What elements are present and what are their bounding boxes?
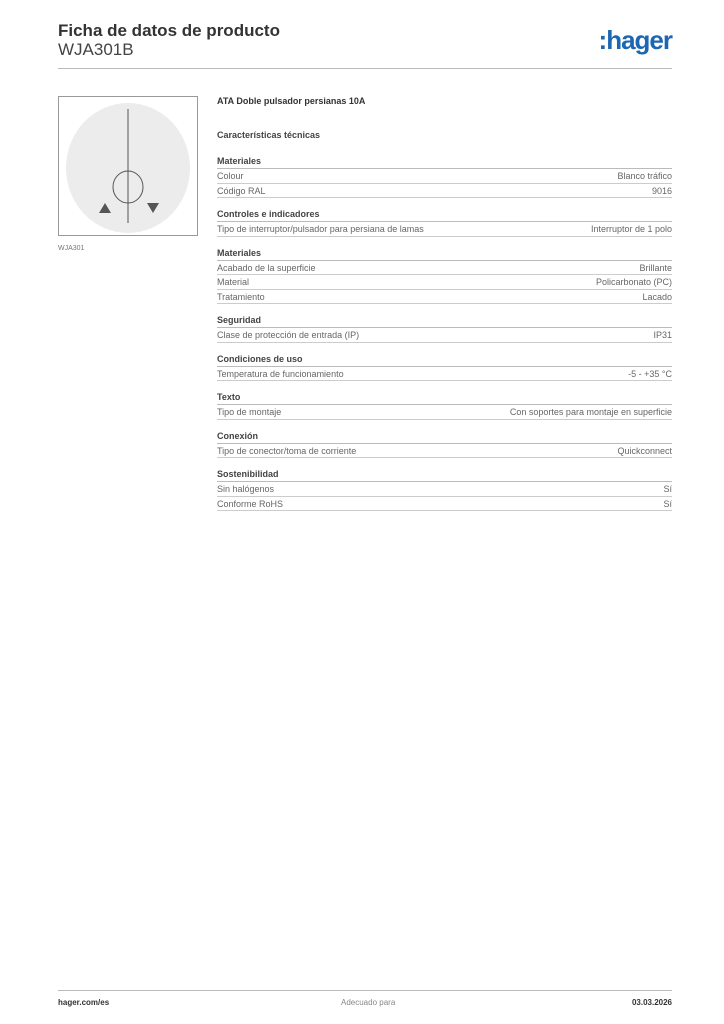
spec-row (217, 184, 672, 199)
product-title: ATA Doble pulsador persianas 10A (217, 96, 366, 106)
spec-row (217, 444, 672, 459)
spec-row (217, 275, 672, 290)
spec-section (217, 353, 672, 382)
spec-label: Sin halógenos (217, 484, 275, 494)
spec-label: Tipo de montaje (217, 407, 282, 417)
spec-section (217, 155, 672, 198)
spec-row (217, 328, 672, 343)
spec-value: IP31 (653, 330, 672, 340)
footer-date: 03.03.2026 (631, 998, 672, 1007)
spec-row (217, 405, 672, 420)
spec-value: Con soportes para montaje en superficie (509, 407, 672, 417)
section-title: Materiales (217, 247, 672, 261)
spec-label: Tipo de conector/toma de corriente (217, 445, 357, 456)
spec-label: Conforme RoHS (217, 498, 284, 509)
spec-value: -5 - +35 °C (628, 368, 672, 379)
spec-value: Quickconnect (617, 445, 672, 456)
spec-row (217, 482, 672, 497)
section-title: Texto (217, 391, 672, 405)
spec-row (217, 222, 672, 237)
spec-row (217, 169, 672, 184)
spec-panel (217, 96, 672, 521)
spec-label: Temperatura de funcionamiento (217, 368, 344, 379)
spec-section (217, 391, 672, 420)
spec-value: Sí (663, 484, 672, 494)
spec-value: Blanco tráfico (617, 171, 672, 181)
page-title: Ficha de datos de producto (58, 21, 280, 40)
spec-label: Código RAL (217, 185, 266, 196)
spec-section (217, 430, 672, 459)
section-title: Conexión (217, 430, 672, 444)
product-image (58, 96, 198, 236)
spec-value: Interruptor de 1 polo (590, 224, 672, 234)
hager-logo: :hager (598, 25, 672, 55)
spec-value: Sí (663, 498, 672, 509)
product-code: WJA301B (58, 40, 134, 59)
spec-section (217, 468, 672, 511)
spec-label: Clase de protección de entrada (IP) (217, 330, 360, 340)
spec-row (217, 290, 672, 305)
section-title: Seguridad (217, 314, 672, 328)
spec-value: Lacado (642, 291, 672, 302)
spec-label: Tipo de interruptor/pulsador para persiana de lamas (217, 224, 424, 234)
spec-section (217, 314, 672, 343)
spec-label: Colour (217, 171, 244, 181)
spec-section (217, 247, 672, 305)
spec-label: Acabado de la superficie (217, 262, 316, 273)
spec-value: Policarbonato (PC) (595, 277, 672, 287)
header-divider (58, 68, 672, 69)
spec-section (217, 208, 672, 237)
spec-value: Brillante (639, 262, 672, 273)
footer-website: hager.com/es (58, 998, 110, 1007)
footer-divider (58, 990, 672, 991)
spec-label: Tratamiento (217, 291, 265, 302)
spec-row (217, 367, 672, 382)
image-caption: WJA301 (58, 245, 85, 252)
section-title: Controles e indicadores (217, 208, 672, 222)
spec-heading: Características técnicas (217, 130, 321, 140)
spec-row (217, 497, 672, 512)
spec-label: Material (217, 277, 250, 287)
spec-row (217, 261, 672, 276)
section-title: Condiciones de uso (217, 353, 672, 367)
section-title: Materiales (217, 155, 672, 169)
spec-value: 9016 (651, 185, 672, 196)
section-title: Sostenibilidad (217, 468, 672, 482)
footer-center: Adecuado para (341, 998, 396, 1007)
